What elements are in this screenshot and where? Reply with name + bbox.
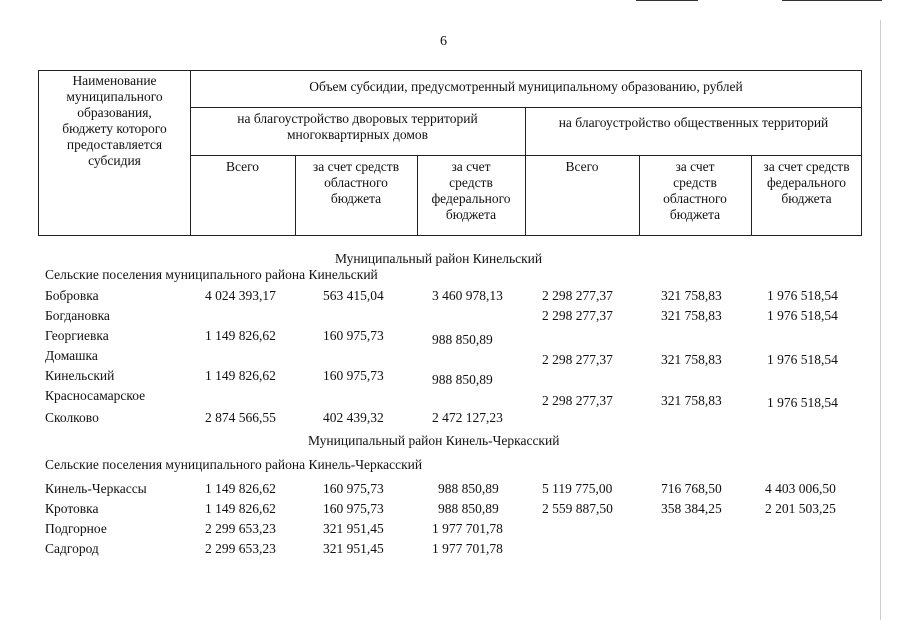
header-line: бюджета — [330, 191, 382, 206]
settlements-subtitle: Сельские поселения муниципального района Кинель-Черкасский — [45, 457, 423, 472]
public-federal: 2 201 503,25 — [765, 501, 836, 516]
courtyard-regional: 160 975,73 — [323, 501, 384, 516]
public-regional: 358 384,25 — [661, 501, 722, 516]
courtyard-regional: 160 975,73 — [323, 368, 384, 383]
settlement-name: Бобровка — [45, 288, 99, 303]
page-number: 6 — [440, 34, 447, 49]
table-row — [0, 308, 905, 328]
settlement-name: Домашка — [45, 348, 98, 363]
courtyard-federal: 1 977 701,78 — [432, 541, 503, 556]
header-line: за счет средств — [312, 159, 400, 174]
courtyard-federal: 988 850,89 — [432, 332, 493, 347]
table-row — [0, 481, 905, 501]
courtyard-federal: 3 460 978,13 — [432, 288, 503, 303]
public-regional: 321 758,83 — [661, 308, 722, 323]
header-line: предоставляется — [66, 137, 163, 152]
table-row — [0, 410, 905, 430]
public-federal: 1 976 518,54 — [767, 308, 838, 323]
header-line: областного — [663, 191, 727, 206]
header-line: субсидия — [88, 153, 141, 168]
header-a-regional — [295, 159, 417, 207]
public-total: 5 119 775,00 — [542, 481, 613, 496]
courtyard-federal: 988 850,89 — [438, 501, 499, 516]
header-line: Наименование — [72, 73, 157, 88]
district-title: Муниципальный район Кинель-Черкасский — [308, 433, 560, 448]
table-row — [0, 368, 905, 388]
header-line: образования, — [77, 105, 152, 120]
scan-mark — [880, 20, 881, 620]
settlement-name: Кинель-Черкассы — [45, 481, 147, 496]
header-line: бюджету которого — [62, 121, 167, 136]
settlement-name: Подгорное — [45, 521, 107, 536]
courtyard-total: 1 149 826,62 — [205, 481, 276, 496]
settlement-name: Георгиевка — [45, 328, 109, 343]
settlements-subtitle: Сельские поселения муниципального района Кинельский — [45, 267, 378, 282]
courtyard-total: 1 149 826,62 — [205, 501, 276, 516]
public-regional: 716 768,50 — [661, 481, 722, 496]
public-total: 2 298 277,37 — [542, 352, 613, 367]
header-line: за счет средств — [763, 159, 850, 174]
table-row — [0, 541, 905, 561]
settlement-name: Богдановка — [45, 308, 110, 323]
header-divider — [190, 107, 862, 108]
settlement-name: Кинельский — [45, 368, 115, 383]
courtyard-regional: 321 951,45 — [323, 521, 384, 536]
header-line: средств — [673, 175, 717, 190]
table-row — [0, 501, 905, 521]
header-line: муниципального — [66, 89, 163, 104]
header-line: Всего — [225, 159, 260, 174]
header-line: за счет — [675, 159, 715, 174]
public-federal: 1 976 518,54 — [767, 395, 838, 410]
courtyard-total: 2 874 566,55 — [205, 410, 276, 425]
public-total: 2 298 277,37 — [542, 288, 613, 303]
courtyard-total: 2 299 653,23 — [205, 521, 276, 536]
courtyard-total: 2 299 653,23 — [205, 541, 276, 556]
header-line: средств — [449, 175, 493, 190]
scan-mark — [636, 0, 698, 1]
courtyard-regional: 563 415,04 — [323, 288, 384, 303]
header-line: бюджета — [781, 191, 832, 206]
header-divider — [190, 155, 862, 156]
courtyard-regional: 321 951,45 — [323, 541, 384, 556]
public-total: 2 298 277,37 — [542, 393, 613, 408]
header-subsidy-total: Объем субсидии, предусмотренный муниципальному образованию, рублей — [309, 79, 743, 94]
public-total: 2 298 277,37 — [542, 308, 613, 323]
settlement-name: Садгород — [45, 541, 99, 556]
courtyard-regional: 160 975,73 — [323, 328, 384, 343]
header-line: за счет — [451, 159, 491, 174]
header-municipality — [39, 73, 190, 169]
header-line: федерального — [766, 175, 847, 190]
settlement-name: Красносамарское — [45, 388, 146, 403]
courtyard-federal: 988 850,89 — [432, 372, 493, 387]
header-a-total — [190, 159, 295, 175]
header-line: федерального — [431, 191, 511, 206]
header-line: бюджета — [445, 207, 497, 222]
courtyard-regional: 160 975,73 — [323, 481, 384, 496]
table-row — [0, 328, 905, 348]
table-row — [0, 388, 905, 408]
table-row — [0, 348, 905, 368]
public-total: 2 559 887,50 — [542, 501, 613, 516]
settlement-name: Кротовка — [45, 501, 99, 516]
header-divider — [190, 71, 191, 235]
public-federal: 4 403 006,50 — [765, 481, 836, 496]
public-federal: 1 976 518,54 — [767, 288, 838, 303]
table-row — [0, 521, 905, 541]
courtyard-federal: 2 472 127,23 — [432, 410, 503, 425]
courtyard-federal: 988 850,89 — [438, 481, 499, 496]
public-federal: 1 976 518,54 — [767, 352, 838, 367]
table-header — [38, 70, 862, 236]
header-line: Всего — [565, 159, 599, 174]
table-row — [0, 288, 905, 308]
public-regional: 321 758,83 — [661, 352, 722, 367]
header-line: на благоустройство дворовых территорий — [237, 111, 478, 126]
header-line: областного — [324, 175, 388, 190]
header-line: бюджета — [669, 207, 721, 222]
courtyard-total: 1 149 826,62 — [205, 328, 276, 343]
header-courtyard-territories — [190, 111, 525, 143]
courtyard-federal: 1 977 701,78 — [432, 521, 503, 536]
header-b-regional — [639, 159, 751, 223]
header-b-total — [525, 159, 639, 175]
public-regional: 321 758,83 — [661, 288, 722, 303]
header-b-federal — [751, 159, 862, 207]
header-public-territories: на благоустройство общественных территорий — [558, 115, 829, 130]
courtyard-total: 4 024 393,17 — [205, 288, 276, 303]
district-title: Муниципальный район Кинельский — [335, 251, 543, 266]
scan-mark — [782, 0, 882, 1]
header-a-federal — [417, 159, 525, 223]
courtyard-total: 1 149 826,62 — [205, 368, 276, 383]
public-regional: 321 758,83 — [661, 393, 722, 408]
settlement-name: Сколково — [45, 410, 99, 425]
header-line: многоквартирных домов — [286, 127, 429, 142]
courtyard-regional: 402 439,32 — [323, 410, 384, 425]
